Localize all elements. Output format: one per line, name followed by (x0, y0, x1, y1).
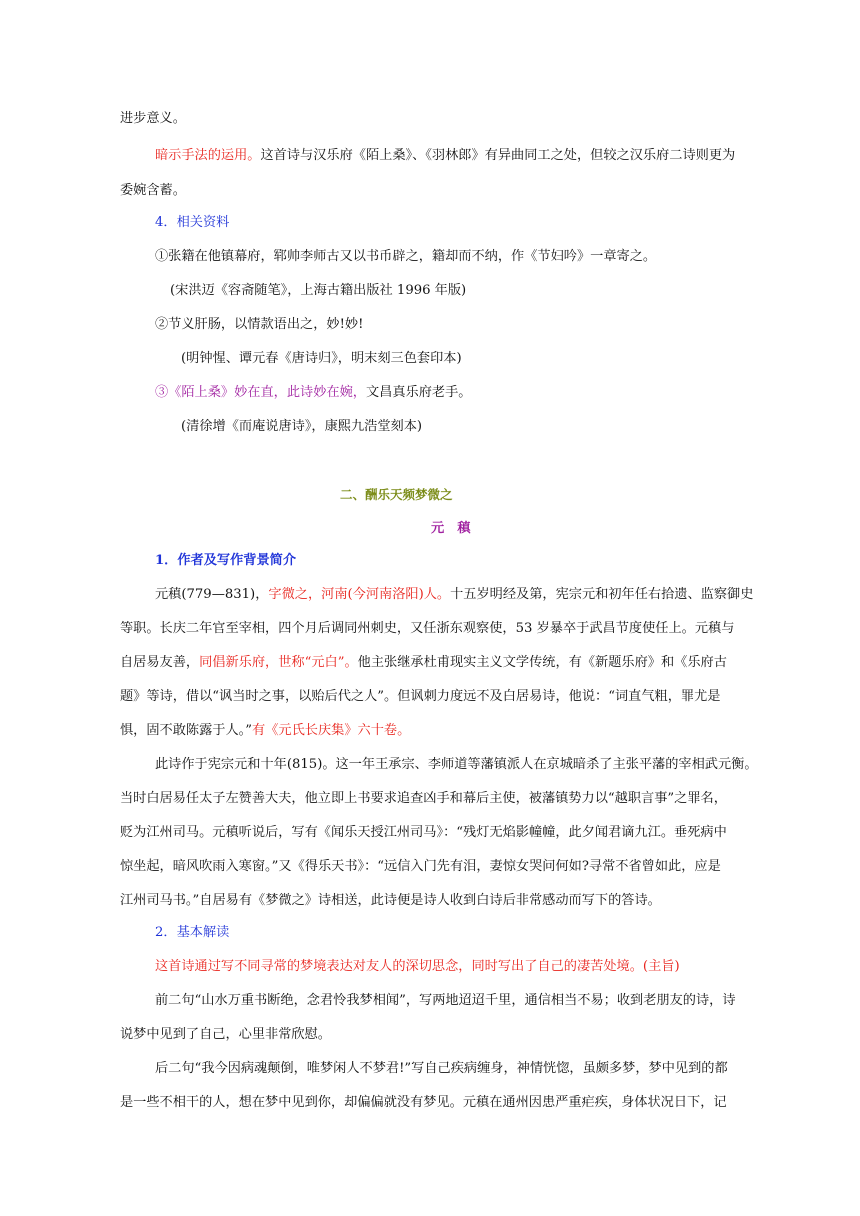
quote-item-2: ②节义肝肠，以情款语出之，妙!妙! (155, 317, 364, 332)
highlight-red: 有《元氏长庆集》六十卷。 (252, 723, 411, 738)
body-text: 文昌真乐府老手。 (366, 385, 472, 400)
quote-source-2: (明钟惺、谭元春《唐诗归》，明末刻三色套印本) (181, 351, 462, 366)
paragraph-author-line-5 (120, 722, 410, 740)
text-line: 进步意义。 (120, 111, 186, 126)
quote-source-3: (清徐增《而庵说唐诗》，康熙九浩堂刻本) (181, 419, 423, 434)
body-text: 元稹(779—831)， (155, 587, 269, 602)
paragraph-author-line-1 (155, 586, 753, 604)
quote-prefix: ③ (155, 385, 169, 400)
section-title: 二、酬乐天频梦微之 (340, 487, 453, 502)
highlight-magenta: 《陌上桑》妙在直，此诗妙在婉， (168, 385, 366, 400)
heading-basic-reading: 2．基本解读 (155, 925, 230, 940)
quote-item-1: ①张籍在他镇幕府，郓帅李师古又以书币辟之，籍却而不纳，作《节妇吟》一章寄之。 (155, 249, 657, 264)
paragraph-second-couplet-line-1: 后二句“我今因病魂颠倒，唯梦闲人不梦君!”写自己疾病缠身，神情恍惚，虽颇多梦，梦中见到的都 (155, 1061, 728, 1076)
body-text: 自居易友善， (120, 655, 200, 670)
paragraph-author-line-4: 题》等诗，借以“讽当时之事，以贻后代之人”。但讽刺力度远不及白居易诗，他说：“词直气粗，罪尤是 (120, 689, 721, 704)
paragraph-author-line-2: 等职。长庆二年官至宰相，四个月后调同州刺史，又任浙东观察使，53 岁暴卒于武昌节度使任上。元稹与 (120, 621, 735, 636)
body-text: 他主张继承杜甫现实主义文学传统，有《新题乐府》和《乐府古 (357, 655, 727, 670)
text-line: 委婉含蓄。 (120, 183, 186, 198)
highlight-red: 同倡新乐府，世称“元白”。 (199, 655, 358, 670)
body-text: 这首诗与汉乐府《陌上桑》、《羽林郎》有异曲同工之处，但较之汉乐府二诗则更为 (260, 148, 736, 163)
highlight-red: 暗示手法的运用。 (155, 148, 261, 163)
paragraph-second-couplet-line-2: 是一些不相干的人，想在梦中见到你，却偏偏就没有梦见。元稹在通州因患严重疟疾，身体状况日下，记 (120, 1095, 727, 1110)
quote-source-1: (宋洪迈《容斋随笔》，上海古籍出版社 1996 年版) (170, 283, 467, 298)
highlight-red: 字微之，河南(今河南洛阳)人。 (268, 587, 451, 602)
paragraph-background-line-5: 江州司马书。”自居易有《梦微之》诗相送，此诗便是诗人收到白诗后非常感动而写下的答诗。 (120, 893, 661, 908)
quote-item-3 (155, 384, 472, 402)
body-text: 十五岁明经及第，宪宗元和初年任右拾遗、监察御史 (450, 587, 754, 602)
paragraph-background-line-2: 当时白居易任太子左赞善大夫，他立即上书要求追查凶手和幕后主使，被藩镇势力以“越职言事”之罪名， (120, 791, 727, 806)
heading-author-background: 1．作者及写作背景简介 (155, 553, 297, 568)
body-text: 惧，固不敢陈露于人。” (120, 723, 253, 738)
paragraph-background-line-4: 惊坐起，暗风吹雨入寒窗。”又《得乐天书》：“远信入门先有泪，妻惊女哭问何如?寻常不省曾如此，应是 (120, 859, 721, 874)
theme-statement: 这首诗通过写不同寻常的梦境表达对友人的深切思念，同时写出了自己的凄苦处境。(主旨) (155, 959, 680, 974)
poem-author: 元 稹 (431, 521, 471, 536)
paragraph-background-line-3: 贬为江州司马。元稹听说后，写有《闻乐天授江州司马》：“残灯无焰影幢幢，此夕闻君谪九江。垂死病中 (120, 825, 727, 840)
paragraph-first-couplet-line-2: 说梦中见到了自己，心里非常欣慰。 (120, 1027, 331, 1042)
paragraph-hint-technique (155, 147, 735, 165)
paragraph-background-line-1: 此诗作于宪宗元和十年(815)。这一年王承宗、李师道等藩镇派人在京城暗杀了主张平藩的宰相武元衡。 (155, 757, 758, 772)
paragraph-author-line-3 (120, 654, 727, 672)
section-heading-related-materials: 4．相关资料 (155, 215, 230, 230)
paragraph-first-couplet-line-1: 前二句“山水万重书断绝，念君怜我梦相闻”，写两地迢迢千里，通信相当不易；收到老朋友的诗，诗 (155, 993, 736, 1008)
